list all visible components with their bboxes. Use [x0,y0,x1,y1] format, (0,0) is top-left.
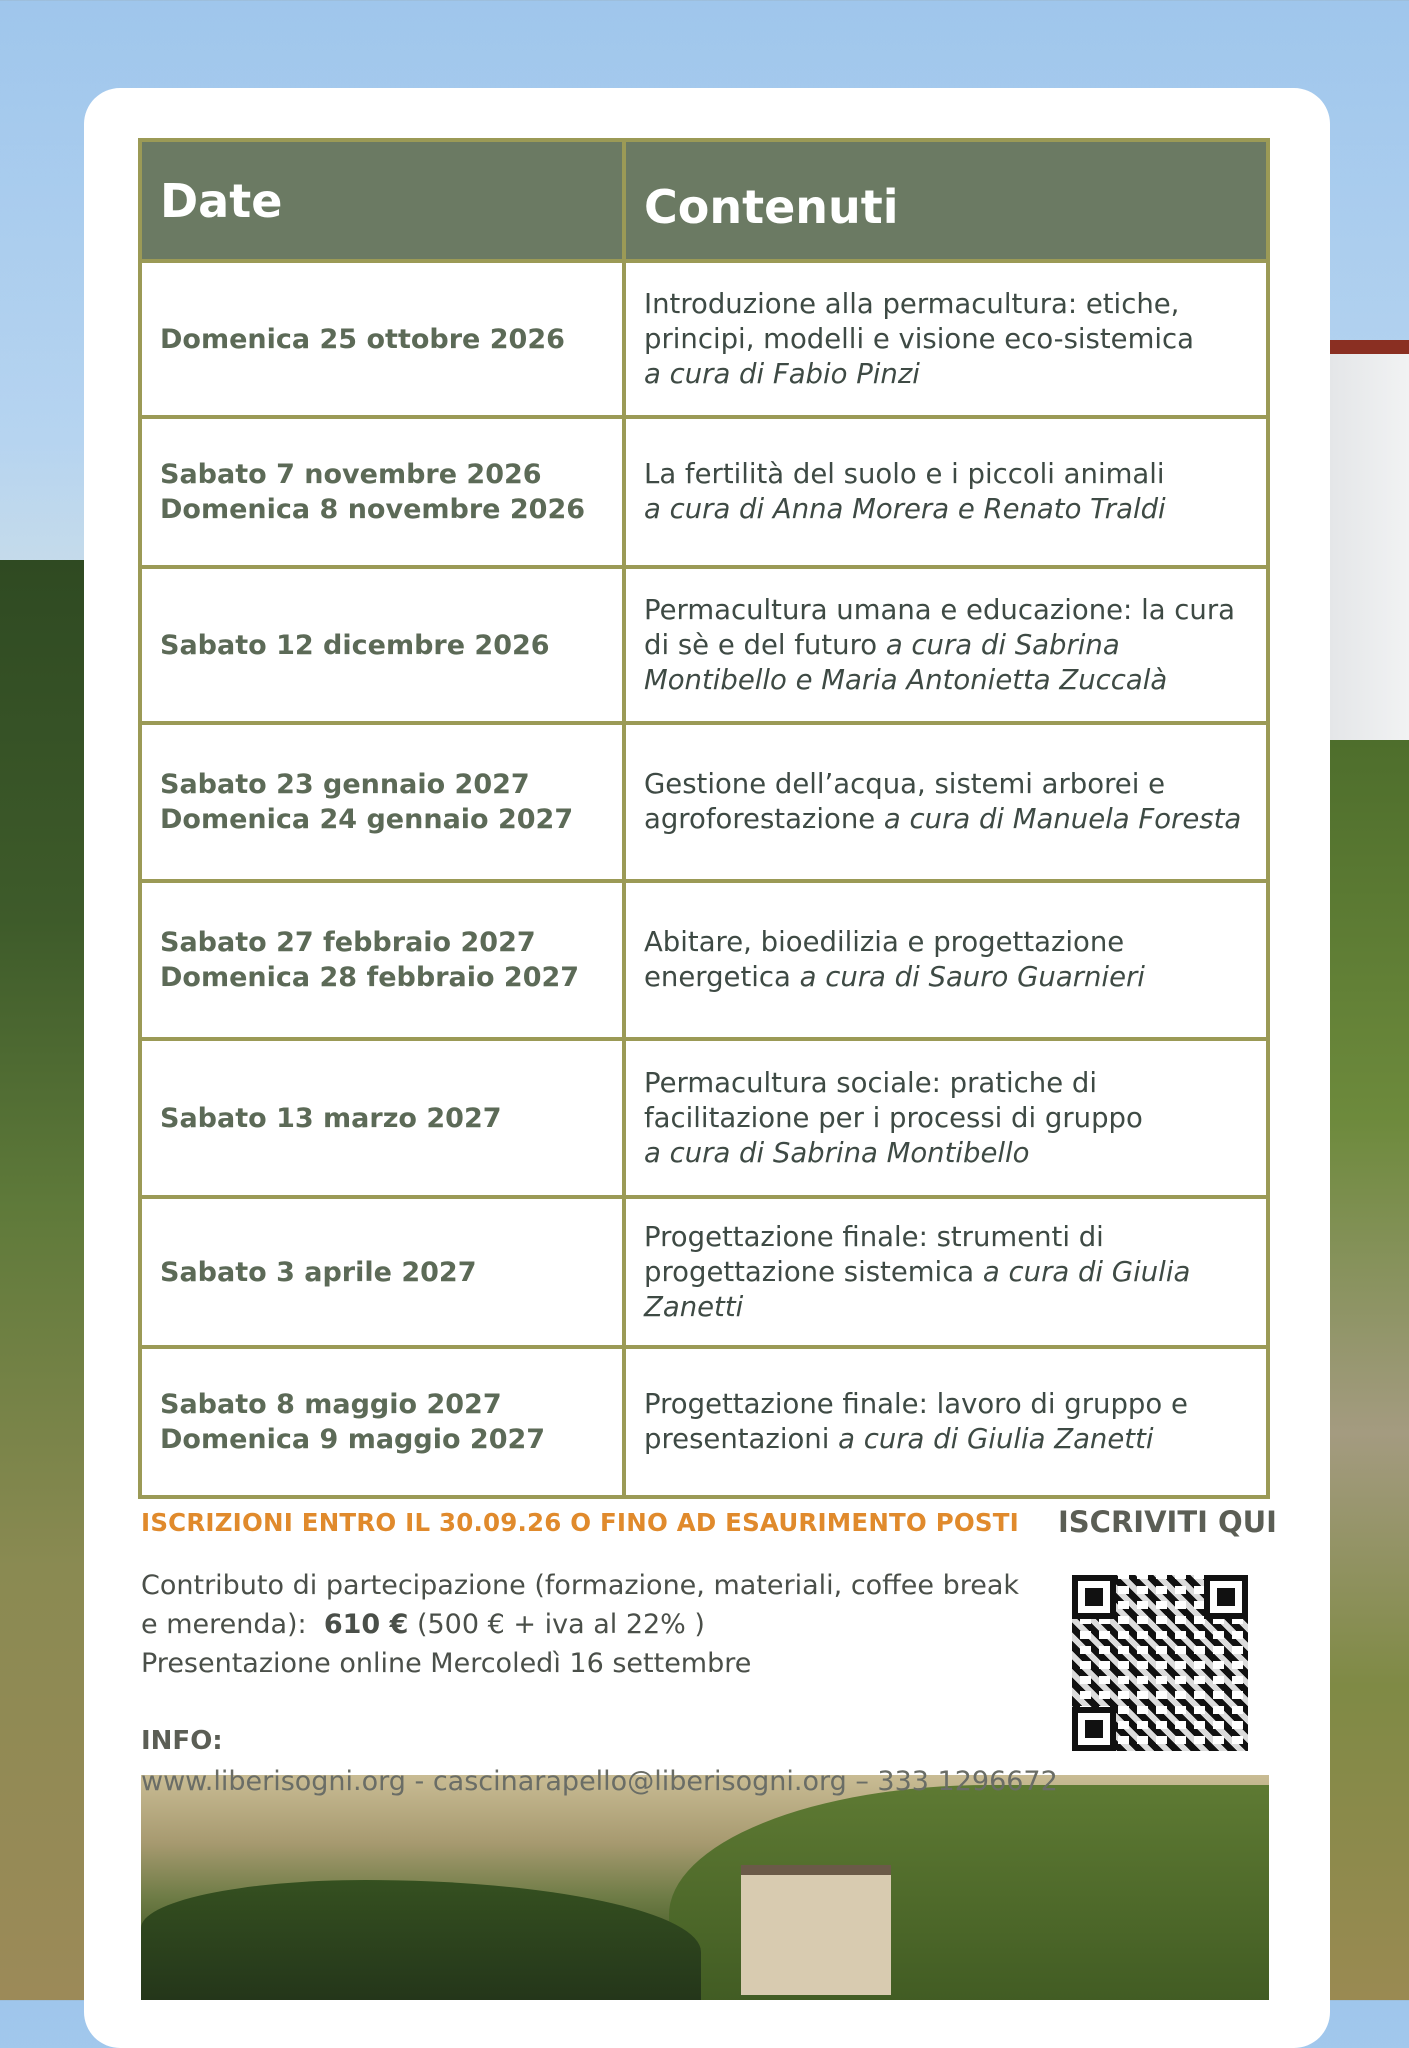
date-text: Domenica 28 febbraio 2027 [160,962,580,993]
header-date: Date [140,140,624,261]
content-text: Permacultura umana e educazione: la cura [644,593,1236,626]
table-row [140,1347,1268,1497]
date-cell [140,417,624,567]
content-text: Gestione dell’acqua, sistemi arborei e [644,768,1166,800]
content-cell [624,881,1268,1039]
curator-text: a cura di Anna Morera e Renato Traldi [644,493,1166,525]
content-text: Introduzione alla permacultura: etiche, [644,287,1180,320]
content-text: facilitazione per i processi di gruppo [644,1101,1143,1134]
date-text: Sabato 23 gennaio 2027 [160,769,530,800]
curator-text: Zanetti [644,1290,744,1323]
date-text: Domenica 9 maggio 2027 [160,1424,546,1455]
date-cell [140,1347,624,1497]
curator-text: a cura di Sabrina Montibello [644,1136,1030,1169]
content-cell [624,567,1268,723]
date-text: Sabato 13 marzo 2027 [160,1102,502,1134]
fee-detail: (500 € + iva al 22% ) [416,1609,705,1640]
table-row [140,723,1268,881]
content-text: di sè e del futuro [644,628,878,661]
presentation-text: Presentazione online Mercoledì 16 settembre [141,1648,752,1679]
content-cell [624,723,1268,881]
qr-finder-pattern [1072,1575,1116,1619]
fee-text: Contributo di partecipazione (formazione, materiali, coffee break [141,1570,1020,1601]
content-text: principi, modelli e visione eco-sistemica [644,322,1194,355]
curator-text: a cura di Giulia Zanetti [838,1423,1154,1455]
date-text: Sabato 12 dicembre 2026 [160,629,550,661]
table-row [140,881,1268,1039]
background-trees-left [0,560,90,2000]
qr-code-icon[interactable] [1072,1575,1248,1751]
content-cell [624,1039,1268,1197]
content-text: Abitare, bioedilizia e progettazione [644,926,1125,958]
farmhouse-icon [741,1865,891,1995]
content-cell [624,261,1268,417]
qr-finder-pattern [1072,1707,1116,1751]
table-row [140,567,1268,723]
contact-info[interactable]: www.liberisogni.org - cascinarapello@liberisogni.org – 333 1296672 [141,1766,1058,1797]
background-greenery-right [1329,740,1409,2000]
date-text: Sabato 7 novembre 2026 [160,459,542,490]
date-text: Domenica 24 gennaio 2027 [160,804,574,835]
table-row [140,1039,1268,1197]
date-text: Sabato 27 febbraio 2027 [160,927,536,958]
fee-amount: 610 € [323,1609,409,1640]
curator-text: a cura di Fabio Pinzi [644,357,920,390]
content-text: energetica [644,961,791,993]
table-header-row [140,140,1268,261]
content-text: La fertilità del suolo e i piccoli animali [644,458,1165,490]
table-row [140,261,1268,417]
date-cell [140,567,624,723]
date-cell [140,261,624,417]
fee-text: e merenda): [141,1609,307,1640]
qr-finder-pattern [1204,1575,1248,1619]
signup-heading: ISCRIVITI QUI [1058,1505,1277,1539]
date-cell [140,1039,624,1197]
content-cell [624,417,1268,567]
content-text: Permacultura sociale: pratiche di [644,1066,1097,1099]
registration-deadline: ISCRIZIONI ENTRO IL 30.09.26 O FINO AD ESAURIMENTO POSTI [141,1508,1019,1537]
date-text: Sabato 3 aprile 2027 [160,1256,477,1288]
content-cell [624,1197,1268,1347]
content-cell [624,1347,1268,1497]
date-text: Domenica 25 ottobre 2026 [160,323,565,355]
curator-text: a cura di Sabrina [885,628,1120,661]
content-text: presentazioni [644,1423,830,1455]
fee-block [141,1566,1041,1683]
content-text: agroforestazione [644,803,876,835]
date-cell [140,1197,624,1347]
content-text: Progettazione finale: strumenti di [644,1220,1104,1253]
farmhouse-photo [141,1775,1269,2000]
table-row [140,1197,1268,1347]
curator-text: a cura di Giulia [982,1255,1191,1288]
info-label: INFO: [141,1726,223,1756]
content-text: progettazione sistemica [644,1255,975,1288]
table-row [140,417,1268,567]
curator-text: Montibello e Maria Antonietta Zuccalà [644,663,1168,696]
curator-text: a cura di Manuela Foresta [883,803,1242,835]
date-text: Sabato 8 maggio 2027 [160,1389,502,1420]
date-text: Domenica 8 novembre 2026 [160,494,586,525]
schedule-table [138,138,1270,1499]
date-cell [140,723,624,881]
curator-text: a cura di Sauro Guarnieri [799,961,1145,993]
header-contents: Contenuti [624,140,1268,261]
background-house-right [1329,340,1409,754]
content-text: Progettazione finale: lavoro di gruppo e [644,1388,1188,1420]
date-cell [140,881,624,1039]
